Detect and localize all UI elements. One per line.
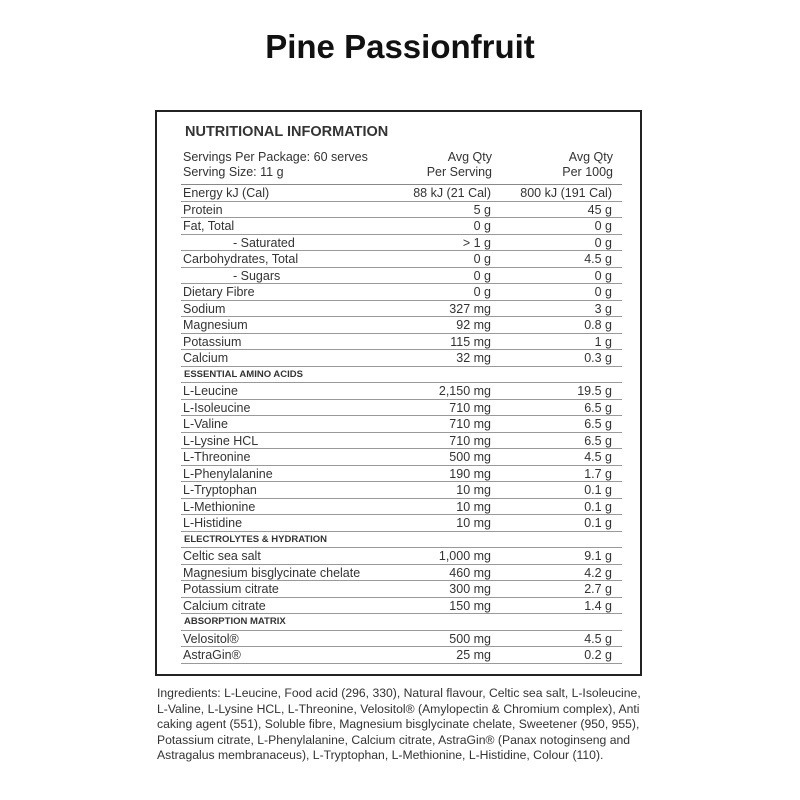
- per-100g-value: 45 g: [587, 202, 612, 217]
- per-100g-value: 0.8 g: [584, 318, 612, 332]
- per-100g-value: 1 g: [594, 334, 612, 349]
- nutrient-name: Energy kJ (Cal): [183, 186, 270, 200]
- nutrient-name: L-Isoleucine: [183, 400, 251, 415]
- nutrient-name: Magnesium: [183, 318, 248, 332]
- per-100g-value: 9.1 g: [584, 549, 612, 563]
- nutrient-name: Magnesium bisglycinate chelate: [183, 565, 361, 580]
- per-100g-value: 0 g: [594, 268, 612, 283]
- nutrient-name: Celtic sea salt: [183, 549, 261, 563]
- header-line: Avg Qty: [447, 150, 492, 164]
- table-row: [181, 218, 622, 235]
- table-row: [181, 268, 622, 285]
- per-100g-value: 4.2 g: [584, 565, 612, 580]
- per-100g-value: 4.5 g: [584, 252, 612, 266]
- nutrient-name: Potassium: [183, 334, 242, 349]
- per-serving-value: 150 mg: [449, 598, 491, 613]
- per-100g-value: 2.7 g: [584, 582, 612, 596]
- serving-size: Serving Size: 11 g: [183, 165, 284, 179]
- per-serving-value: 92 mg: [456, 318, 491, 332]
- per-100g-value: 1.7 g: [584, 466, 612, 481]
- header-line: Per 100g: [562, 165, 613, 179]
- table-row: [181, 185, 622, 202]
- nutrient-name: L-Lysine HCL: [183, 433, 259, 448]
- per-100g-value: 0.1 g: [584, 499, 612, 514]
- table-row: [181, 581, 622, 598]
- nutrient-name: Fat, Total: [183, 219, 235, 233]
- section-heading: [181, 367, 622, 384]
- header-line: Per Serving: [426, 165, 492, 179]
- nutrient-name: Potassium citrate: [183, 582, 279, 596]
- nutrient-name: L-Tryptophan: [183, 483, 257, 497]
- table-row: [181, 466, 622, 483]
- table-row: [181, 433, 622, 450]
- per-100g-value: 19.5 g: [577, 384, 612, 398]
- nutrient-name: Protein: [183, 202, 223, 217]
- per-serving-value: 710 mg: [449, 400, 491, 415]
- table-row: [181, 499, 622, 516]
- table-header: [183, 150, 623, 182]
- per-serving-value: 710 mg: [449, 433, 491, 448]
- per-serving-value: 190 mg: [449, 466, 491, 481]
- table-row: [181, 515, 622, 532]
- per-serving-value: > 1 g: [462, 235, 491, 250]
- table-row: [181, 350, 622, 367]
- nutrient-name: L-Valine: [183, 417, 228, 431]
- per-serving-value: 300 mg: [449, 582, 491, 596]
- per-serving-value: 0 g: [473, 285, 491, 299]
- per-serving-value: 10 mg: [456, 483, 491, 497]
- per-100g-value: 0.1 g: [584, 516, 612, 530]
- serving-info: [183, 150, 368, 180]
- per-100g-value: 0.2 g: [584, 648, 612, 662]
- per-100g-value: 6.5 g: [584, 433, 612, 448]
- per-serving-value: 1,000 mg: [438, 549, 491, 563]
- nutrient-name: Calcium citrate: [183, 598, 266, 613]
- section-heading: [181, 532, 622, 549]
- table-row: [181, 383, 622, 400]
- per-100g-value: 800 kJ (191 Cal): [520, 186, 612, 200]
- table-row: [181, 235, 622, 252]
- per-serving-header: [427, 150, 492, 180]
- panel-heading: NUTRITIONAL INFORMATION: [185, 124, 389, 140]
- table-row: [181, 416, 622, 433]
- per-100g-value: 1.4 g: [584, 598, 612, 613]
- ingredients-text: Ingredients: L-Leucine, Food acid (296, 330), Natural flavour, Celtic sea salt, L-Isoleucine, L-Valine, L-Lysine HCL, L-Threonine, Velositol® (Amylopectin & Chromium complex), Anti caking agent (551), Soluble fibre, Magnesium bisglycinate chelate, Sweetener (950, 955), Potassium citrate, L-Phenylalanine, Calcium citrate, AstraGin® (Panax notoginseng and Astragalus membranaceus), L-Tryptophan, L-Methionine, L-Histidine, Colour (110).: [157, 686, 641, 763]
- per-serving-value: 25 mg: [456, 648, 491, 662]
- per-serving-value: 0 g: [473, 252, 491, 266]
- table-row: [181, 317, 622, 334]
- per-serving-value: 32 mg: [456, 351, 491, 365]
- per-100g-value: 4.5 g: [584, 450, 612, 464]
- per-serving-value: 0 g: [473, 219, 491, 233]
- per-100g-value: 6.5 g: [584, 400, 612, 415]
- table-row: [181, 565, 622, 582]
- section-label: ABSORPTION MATRIX: [184, 616, 286, 627]
- per-serving-value: 500 mg: [449, 631, 491, 646]
- nutrient-name: Sodium: [183, 301, 226, 316]
- per-100g-value: 0.3 g: [584, 351, 612, 365]
- per-serving-value: 5 g: [473, 202, 491, 217]
- nutrient-name: L-Leucine: [183, 384, 238, 398]
- section-heading: [181, 614, 622, 631]
- section-label: ESSENTIAL AMINO ACIDS: [184, 368, 303, 380]
- nutrient-name: AstraGin®: [183, 648, 241, 662]
- product-title: Pine Passionfruit: [265, 28, 535, 65]
- per-100g-value: 0 g: [594, 219, 612, 233]
- per-100g-value: 0 g: [594, 235, 612, 250]
- nutrient-name: L-Threonine: [183, 450, 251, 464]
- nutrient-name: Dietary Fibre: [183, 285, 255, 299]
- table-row: [181, 598, 622, 615]
- table-row: [181, 548, 622, 565]
- per-serving-value: 327 mg: [449, 301, 491, 316]
- table-row: [181, 449, 622, 466]
- table-row: [181, 647, 622, 664]
- nutrient-name: L-Histidine: [183, 516, 243, 530]
- nutrient-name: Velositol®: [183, 631, 239, 646]
- table-row: [181, 284, 622, 301]
- per-serving-value: 10 mg: [456, 499, 491, 514]
- per-100g-value: 0.1 g: [584, 483, 612, 497]
- table-row: [181, 301, 622, 318]
- per-serving-value: 88 kJ (21 Cal): [413, 186, 491, 200]
- table-row: [181, 482, 622, 499]
- per-100g-header: [562, 150, 613, 180]
- per-100g-value: 4.5 g: [584, 631, 612, 646]
- per-100g-value: 0 g: [594, 285, 612, 299]
- nutrient-name: - Sugars: [233, 268, 281, 283]
- per-serving-value: 0 g: [473, 268, 491, 283]
- header-line: Avg Qty: [568, 150, 613, 164]
- table-row: [181, 251, 622, 268]
- per-serving-value: 710 mg: [449, 417, 491, 431]
- per-serving-value: 2,150 mg: [438, 384, 491, 398]
- per-100g-value: 6.5 g: [584, 417, 612, 431]
- nutrient-name: Carbohydrates, Total: [183, 252, 299, 266]
- nutrient-name: Calcium: [183, 351, 229, 365]
- table-row: [181, 400, 622, 417]
- nutrient-name: L-Phenylalanine: [183, 466, 273, 481]
- section-label: ELECTROLYTES & HYDRATION: [184, 533, 328, 545]
- table-row: [181, 631, 622, 648]
- nutrition-table: [181, 184, 622, 664]
- nutrient-name: L-Methionine: [183, 499, 256, 514]
- table-row: [181, 202, 622, 219]
- servings-per-package: Servings Per Package: 60 serves: [183, 150, 368, 164]
- per-serving-value: 500 mg: [449, 450, 491, 464]
- per-serving-value: 115 mg: [450, 334, 491, 349]
- table-row: [181, 334, 622, 351]
- per-serving-value: 460 mg: [449, 565, 491, 580]
- nutrient-name: - Saturated: [233, 235, 295, 250]
- per-100g-value: 3 g: [594, 301, 612, 316]
- per-serving-value: 10 mg: [456, 516, 491, 530]
